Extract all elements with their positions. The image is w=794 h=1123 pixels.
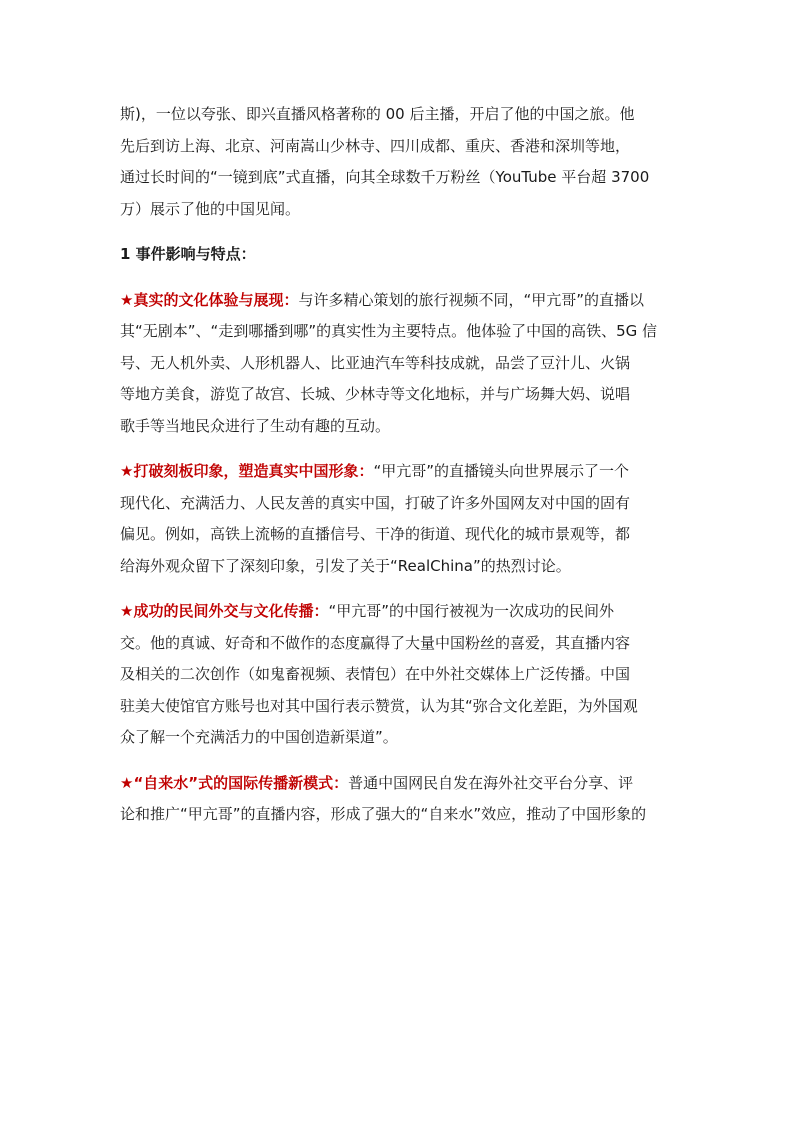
text-line: 斯)，一位以夸张、即兴直播风格著称的 00 后主播，开启了他的中国之旅。他 xyxy=(120,105,635,123)
item-text: “甲亢哥”的直播镜头向世界展示了一个 xyxy=(373,462,629,480)
document-body xyxy=(120,99,680,831)
item-title: ★真实的文化体验与展现： xyxy=(120,290,299,309)
item-title: ★“自来水”式的国际传播新模式： xyxy=(120,773,349,792)
text-line: 驻美大使馆官方账号也对其中国行表示赞赏，认为其“弥合文化差距，为外国观 xyxy=(120,696,638,715)
item-paragraph-authentic-experience xyxy=(120,285,680,443)
item-paragraph-people-diplomacy xyxy=(120,596,680,754)
text-line: 万）展示了他的中国见闻。 xyxy=(120,199,301,218)
text-line xyxy=(120,456,680,488)
item-text: 普通中国网民自发在海外社交平台分享、评 xyxy=(348,773,634,792)
text-line: 交。他的真诚、好奇和不做作的态度赢得了大量中国粉丝的喜爱，其直播内容 xyxy=(120,633,631,652)
text-line xyxy=(120,285,680,317)
text-line: 等地方美食，游览了故宫、长城、少林寺等文化地标，并与广场舞大妈、说唱 xyxy=(120,385,631,403)
text-line: 及相关的二次创作（如鬼畜视频、表情包）在中外社交媒体上广泛传播。中国 xyxy=(120,665,631,683)
text-line xyxy=(120,768,680,800)
text-line: 给海外观众留下了深刻印象，引发了关于“RealChina”的热烈讨论。 xyxy=(120,556,571,575)
item-paragraph-break-stereotypes xyxy=(120,456,680,582)
text-line: 论和推广“甲亢哥”的直播内容，形成了强大的“自来水”效应，推动了中国形象的 xyxy=(120,805,647,823)
text-line: 现代化、充满活力、人民友善的真实中国，打破了许多外国网友对中国的固有 xyxy=(120,493,631,512)
text-line: 先后到访上海、北京、河南嵩山少林寺、四川成都、重庆、香港和深圳等地， xyxy=(120,136,631,155)
item-paragraph-grassroots-communication xyxy=(120,768,680,831)
item-title: ★成功的民间外交与文化传播： xyxy=(120,602,329,620)
intro-paragraph xyxy=(120,99,680,225)
text-line: 其“无剧本”、“走到哪播到哪”的真实性为主要特点。他体验了中国的高铁、5G 信 xyxy=(120,322,658,340)
item-text: 与许多精心策划的旅行视频不同，“甲亢哥”的直播以 xyxy=(298,290,644,309)
text-line: 偏见。例如，高铁上流畅的直播信号、干净的街道、现代化的城市景观等，都 xyxy=(120,525,631,543)
section-heading: 1 事件影响与特点： xyxy=(120,245,256,263)
text-line: 号、无人机外卖、人形机器人、比亚迪汽车等科技成就，品尝了豆汁儿、火锅 xyxy=(120,353,631,372)
text-line xyxy=(120,596,680,628)
item-title: ★打破刻板印象，塑造真实中国形象： xyxy=(120,462,374,480)
text-line: 众了解一个充满活力的中国创造新渠道”。 xyxy=(120,728,398,746)
text-line: 通过长时间的“一镜到底”式直播，向其全球数千万粉丝（YouTube 平台超 3700 xyxy=(120,168,650,186)
text-line: 歌手等当地民众进行了生动有趣的互动。 xyxy=(120,416,391,435)
item-text: “甲亢哥”的中国行被视为一次成功的民间外 xyxy=(328,602,614,620)
